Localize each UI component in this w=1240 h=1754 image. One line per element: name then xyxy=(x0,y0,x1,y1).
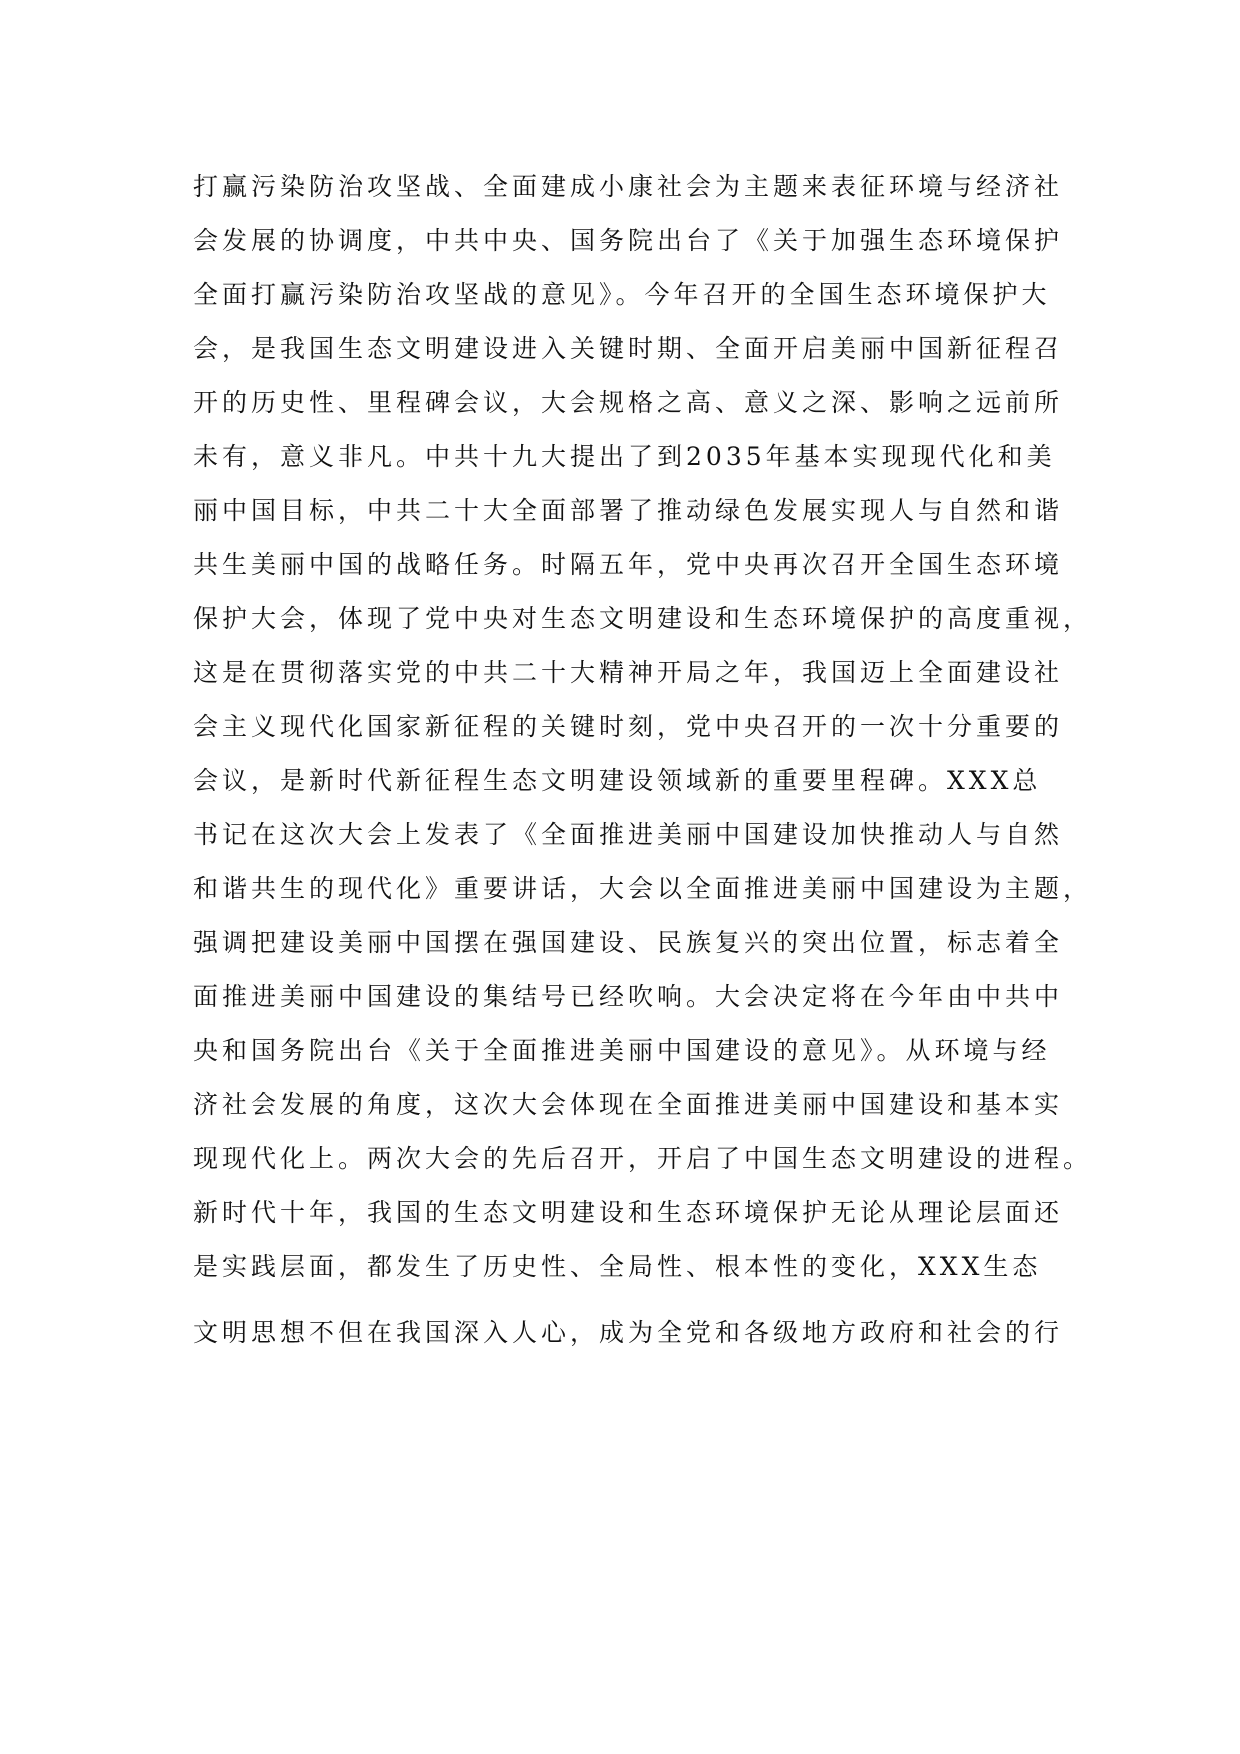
text-line-5: 开的历史性、里程碑会议，大会规格之高、意义之深、影响之远前所 xyxy=(193,388,1064,417)
text-line-19: 现现代化上。两次大会的先后召开，开启了中国生态文明建设的进程。 xyxy=(193,1144,1093,1173)
text-line-8: 共生美丽中国的战略任务。时隔五年，党中央再次召开全国生态环境 xyxy=(193,550,1064,579)
text-line-18: 济社会发展的角度，这次大会体现在全面推进美丽中国建设和基本实 xyxy=(193,1090,1064,1119)
text-line-7: 丽中国目标，中共二十大全面部署了推动绿色发展实现人与自然和谐 xyxy=(193,496,1064,525)
text-line-6: 未有，意义非凡。中共十九大提出了到2035年基本实现现代化和美 xyxy=(193,442,1056,471)
text-line-4: 会，是我国生态文明建设进入关键时期、全面开启美丽中国新征程召 xyxy=(193,334,1064,363)
text-line-14: 和谐共生的现代化》重要讲话，大会以全面推进美丽中国建设为主题， xyxy=(193,874,1093,903)
text-line-continuation: 文明思想不但在我国深入人心，成为全党和各级地方政府和社会的行 xyxy=(193,1318,1064,1347)
text-line-15: 强调把建设美丽中国摆在强国建设、民族复兴的突出位置，标志着全 xyxy=(193,928,1064,957)
text-line-17: 央和国务院出台《关于全面推进美丽中国建设的意见》。从环境与经 xyxy=(193,1036,1051,1065)
text-line-1: 打赢污染防治攻坚战、全面建成小康社会为主题来表征环境与经济社 xyxy=(193,172,1064,201)
document-body xyxy=(193,160,1093,1360)
text-line-2: 会发展的协调度，中共中央、国务院出台了《关于加强生态环境保护 xyxy=(193,226,1064,255)
text-line-10: 这是在贯彻落实党的中共二十大精神开局之年，我国迈上全面建设社 xyxy=(193,658,1064,687)
text-line-16: 面推进美丽中国建设的集结号已经吹响。大会决定将在今年由中共中 xyxy=(193,982,1064,1011)
text-line-11: 会主义现代化国家新征程的关键时刻，党中央召开的一次十分重要的 xyxy=(193,712,1064,741)
text-line-9: 保护大会，体现了党中央对生态文明建设和生态环境保护的高度重视， xyxy=(193,604,1093,633)
text-line-13: 书记在这次大会上发表了《全面推进美丽中国建设加快推动人与自然 xyxy=(193,820,1064,849)
text-line-21: 是实践层面，都发生了历史性、全局性、根本性的变化，XXX生态 xyxy=(193,1252,1042,1281)
paragraph-gap xyxy=(193,1294,1073,1306)
text-line-3: 全面打赢污染防治攻坚战的意见》。今年召开的全国生态环境保护大 xyxy=(193,280,1051,309)
text-line-12: 会议，是新时代新征程生态文明建设领域新的重要里程碑。XXX总 xyxy=(193,766,1042,795)
text-line-20: 新时代十年，我国的生态文明建设和生态环境保护无论从理论层面还 xyxy=(193,1198,1064,1227)
